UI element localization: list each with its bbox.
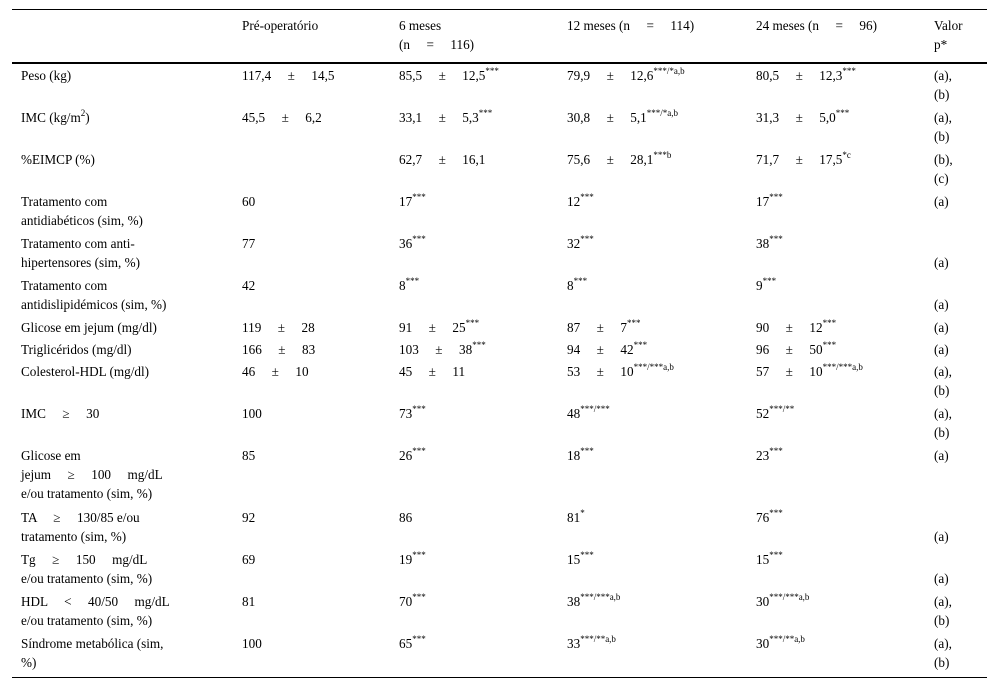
cell-6m [399, 192, 559, 211]
cell-12m-significance: ***/***a,b [580, 591, 621, 602]
row-label-line: %) [21, 655, 37, 670]
cell-24m-significance: *** [769, 445, 783, 456]
cell-24m-value: $30^{***/**a,b}$ [756, 633, 805, 651]
cell-pvalue [934, 362, 984, 400]
cell-pvalue [934, 276, 984, 314]
row-label [21, 340, 226, 359]
cell-pvalue-line [934, 276, 984, 295]
cell-pvalue-line [934, 234, 984, 253]
cell-24m-value: 57 ± $10^{***/***a,b}$ [756, 361, 863, 379]
row-label [21, 276, 226, 314]
cell-pvalue-line: (a), [934, 636, 952, 651]
cell-pvalue-line: (a) [934, 255, 949, 270]
cell-6m-value: 8*** [399, 275, 420, 293]
cell-24m [756, 66, 926, 85]
cell-24m-significance: *** [762, 275, 777, 286]
row-label-line: Glicose em jejum (mg/dl) [21, 320, 157, 335]
row-label [21, 362, 226, 381]
cell-preop-value: 77 [242, 236, 256, 251]
cell-24m-significance: ***/***a,b [822, 361, 863, 372]
cell-24m-significance: *** [769, 233, 783, 244]
cell-24m-significance: *** [835, 107, 850, 118]
cell-12m-significance: ***/**a,b [580, 633, 616, 644]
cell-6m [399, 340, 559, 359]
cell-24m [756, 318, 926, 337]
row-label-line: e/ou tratamento (sim, %) [21, 571, 153, 586]
cell-24m-significance: *** [822, 339, 837, 350]
cell-pvalue-line: (a) [934, 529, 949, 544]
cell-6m-significance: *** [412, 445, 426, 456]
cell-pvalue-line: (b) [934, 655, 950, 670]
cell-6m-value: 73*** [399, 403, 426, 421]
row-label-line: Peso (kg) [21, 68, 72, 83]
cell-pvalue [934, 234, 984, 272]
cell-6m-significance: *** [412, 233, 426, 244]
cell-24m [756, 340, 926, 359]
cell-12m-significance: *** [573, 275, 588, 286]
row-label-exponent: 2 [80, 107, 86, 118]
cell-12m-significance: ***b [653, 149, 672, 160]
cell-12m-value: 48***/*** [567, 403, 610, 421]
cell-12m [567, 340, 747, 359]
cell-6m-significance: *** [478, 107, 493, 118]
cell-24m [756, 508, 926, 527]
row-label [21, 318, 226, 337]
header-24m-text: 24 meses (n = 96) [756, 18, 877, 33]
cell-24m-significance: *c [842, 149, 851, 160]
cell-24m [756, 634, 926, 653]
row-label-line: Tratamento com [21, 194, 108, 209]
cell-pvalue-line: (a) [934, 297, 949, 312]
cell-6m-significance: *** [412, 191, 426, 202]
cell-24m-value: 38*** [756, 233, 783, 251]
row-label-line: e/ou tratamento (sim, %) [21, 486, 153, 501]
cell-6m-value: 36*** [399, 233, 426, 251]
cell-12m [567, 276, 747, 295]
row-label [21, 592, 226, 630]
header-6m [399, 16, 559, 54]
cell-12m-value: 32*** [567, 233, 594, 251]
cell-preop [242, 508, 387, 527]
cell-pvalue [934, 550, 984, 588]
cell-24m-value: $30^{***/***a,b}$ [756, 591, 810, 609]
cell-12m-significance: *** [580, 445, 594, 456]
row-label-line: TA ≥ 130/85 e/ou [21, 510, 140, 525]
cell-6m-significance: *** [472, 339, 486, 350]
cell-preop-value: 42 [242, 278, 256, 293]
row-label-line: tratamento (sim, %) [21, 529, 127, 544]
cell-6m-value: 103 ± 38*** [399, 339, 486, 357]
cell-pvalue [934, 634, 984, 672]
cell-6m-value: 65*** [399, 633, 426, 651]
row-label-line: HDL < 40/50 mg/dL [21, 594, 170, 609]
header-pvalue-line2: p* [934, 37, 948, 52]
cell-preop [242, 108, 387, 127]
cell-12m-significance: ***/*a,b [653, 65, 685, 76]
cell-24m-value: 80,5 ± 12,3*** [756, 65, 856, 83]
cell-pvalue [934, 446, 984, 465]
header-6m-line1: 6 meses [399, 18, 442, 33]
cell-pvalue [934, 318, 984, 337]
cell-preop [242, 340, 387, 359]
header-pvalue-line1: Valor [934, 18, 963, 33]
cell-preop-value: 60 [242, 194, 256, 209]
row-label-text: IMC $(kg/m^2)$ [21, 107, 90, 125]
cell-preop-value: 85 [242, 448, 256, 463]
cell-6m [399, 66, 559, 85]
cell-6m [399, 634, 559, 653]
cell-6m [399, 550, 559, 569]
row-label-line: hipertensores (sim, %) [21, 255, 141, 270]
cell-preop [242, 634, 387, 653]
cell-12m-significance: *** [580, 233, 594, 244]
cell-12m-significance: ***/*** [580, 403, 610, 414]
cell-6m [399, 150, 559, 169]
header-preop-text: Pré-operatório [242, 18, 319, 33]
row-label [21, 550, 226, 588]
cell-6m-value: 86 [399, 510, 413, 525]
cell-preop [242, 550, 387, 569]
cell-6m-value: 85,5 ± 12,5*** [399, 65, 499, 83]
cell-pvalue-line: (a), [934, 594, 952, 609]
row-label-line: Síndrome metabólica (sim, [21, 636, 164, 651]
cell-pvalue-line: (b) [934, 87, 950, 102]
cell-6m-value: 70*** [399, 591, 426, 609]
row-label-line: antidislipidémicos (sim, %) [21, 297, 167, 312]
cell-preop [242, 234, 387, 253]
cell-preop-value: 45,5 ± 6,2 [242, 110, 322, 125]
cell-6m-value: 91 ± 25*** [399, 317, 480, 335]
cell-12m-value: 94 ± 42*** [567, 339, 648, 357]
cell-pvalue [934, 340, 984, 359]
cell-12m [567, 592, 747, 611]
cell-24m-value: 52***/** [756, 403, 795, 421]
cell-pvalue-line: (b) [934, 425, 950, 440]
cell-pvalue [934, 150, 984, 188]
cell-24m-significance: *** [769, 549, 783, 560]
cell-24m-value: 76*** [756, 507, 783, 525]
cell-pvalue-line: (a) [934, 448, 949, 463]
cell-24m [756, 192, 926, 211]
cell-preop-value: 69 [242, 552, 256, 567]
cell-pvalue-line: (b) [934, 613, 950, 628]
cell-6m-significance: *** [412, 633, 426, 644]
cell-preop-value: 81 [242, 594, 256, 609]
cell-6m-significance: *** [412, 549, 426, 560]
cell-24m-value: 71,7 ± 17,5$^{*c}$ [756, 149, 851, 167]
cell-pvalue-line: (a) [934, 571, 949, 586]
cell-24m-significance: ***/** [769, 403, 795, 414]
cell-24m-value: 17*** [756, 191, 783, 209]
row-label [21, 634, 226, 672]
row-label [21, 404, 226, 423]
cell-24m-significance: *** [822, 317, 837, 328]
row-label-line: jejum ≥ 100 mg/dL [21, 467, 163, 482]
cell-12m-value: 75,6 ± 28,1$^{***b}$ [567, 149, 672, 167]
cell-12m-value: 12*** [567, 191, 594, 209]
cell-pvalue-line: (a), [934, 406, 952, 421]
cell-12m [567, 318, 747, 337]
row-label-line: Tg ≥ 150 mg/dL [21, 552, 148, 567]
cell-24m-value: 15*** [756, 549, 783, 567]
cell-24m [756, 362, 926, 381]
cell-6m [399, 362, 559, 381]
cell-12m [567, 634, 747, 653]
cell-24m-significance: ***/**a,b [769, 633, 805, 644]
cell-12m-significance: ***/***a,b [633, 361, 674, 372]
cell-pvalue [934, 108, 984, 146]
cell-12m-value: 8*** [567, 275, 588, 293]
cell-preop-value: 100 [242, 636, 262, 651]
cell-12m-value: 18*** [567, 445, 594, 463]
cell-12m-value: 87 ± 7*** [567, 317, 641, 335]
row-label-line: Triglicéridos (mg/dl) [21, 342, 132, 357]
cell-12m-value: 15*** [567, 549, 594, 567]
cell-pvalue [934, 404, 984, 442]
cell-12m-value: $38^{***/***a,b}$ [567, 591, 621, 609]
row-label-line: e/ou tratamento (sim, %) [21, 613, 153, 628]
top-rule [12, 9, 987, 10]
cell-12m-significance: ***/*a,b [646, 107, 679, 118]
header-12m-text: 12 meses (n = 114) [567, 18, 695, 33]
cell-pvalue [934, 592, 984, 630]
cell-pvalue-line [934, 550, 984, 569]
cell-6m [399, 318, 559, 337]
row-label-line: %EIMCP (%) [21, 152, 95, 167]
cell-preop [242, 276, 387, 295]
cell-pvalue [934, 508, 984, 546]
cell-preop [242, 192, 387, 211]
cell-24m-significance: *** [842, 65, 856, 76]
cell-24m [756, 276, 926, 295]
row-label [21, 150, 226, 169]
cell-preop-value: 166 ± 83 [242, 342, 316, 357]
row-label-line: Tratamento com anti- [21, 236, 135, 251]
row-label [21, 508, 226, 546]
cell-12m [567, 508, 747, 527]
cell-pvalue [934, 192, 984, 211]
row-label [21, 66, 226, 85]
cell-12m [567, 150, 747, 169]
row-label-line: Glicose em [21, 448, 81, 463]
cell-6m [399, 108, 559, 127]
cell-pvalue-line: (a) [934, 194, 949, 209]
cell-6m [399, 404, 559, 423]
row-label [21, 108, 226, 127]
cell-pvalue-line: (a) [934, 320, 949, 335]
cell-preop [242, 446, 387, 465]
cell-pvalue-line: (b) [934, 383, 950, 398]
cell-12m [567, 362, 747, 381]
cell-preop [242, 592, 387, 611]
cell-pvalue-line: (b) [934, 129, 950, 144]
cell-12m-significance: * [580, 507, 585, 518]
cell-pvalue-line [934, 508, 984, 527]
cell-6m-significance: *** [465, 317, 480, 328]
cell-24m-value: 9*** [756, 275, 777, 293]
header-12m [567, 16, 747, 35]
cell-6m-significance: *** [412, 591, 426, 602]
cell-24m [756, 446, 926, 465]
cell-pvalue-line: (b), [934, 152, 953, 167]
cell-preop [242, 362, 387, 381]
cell-24m [756, 108, 926, 127]
cell-preop-value: 100 [242, 406, 262, 421]
cell-preop [242, 404, 387, 423]
cell-12m [567, 404, 747, 423]
header-preop [242, 16, 387, 35]
cell-24m-value: 31,3 ± 5,0*** [756, 107, 850, 125]
cell-12m [567, 66, 747, 85]
cell-pvalue-line: (a) [934, 342, 949, 357]
cell-6m-significance: *** [412, 403, 426, 414]
cell-24m [756, 150, 926, 169]
cell-6m-value: 45 ± 11 [399, 364, 466, 379]
cell-pvalue-line: (a), [934, 68, 952, 83]
cell-6m-value: 33,1 ± 5,3*** [399, 107, 493, 125]
cell-12m [567, 446, 747, 465]
cell-24m-significance: *** [769, 191, 783, 202]
cell-12m [567, 550, 747, 569]
row-label [21, 234, 226, 272]
cell-12m [567, 192, 747, 211]
cell-preop-value: 119 ± 28 [242, 320, 315, 335]
header-6m-line2: (n = 116) [399, 37, 475, 52]
cell-preop-value: 117,4 ± 14,5 [242, 68, 335, 83]
cell-12m-significance: *** [580, 549, 594, 560]
cell-6m [399, 234, 559, 253]
cell-24m-value: 90 ± 12*** [756, 317, 837, 335]
header-rule [12, 62, 987, 64]
cell-6m-value: 62,7 ± 16,1 [399, 152, 486, 167]
cell-6m-significance: *** [485, 65, 499, 76]
cell-24m-value: 96 ± 50*** [756, 339, 837, 357]
cell-12m-value: 53 ± $10^{***/***a,b}$ [567, 361, 674, 379]
cell-24m [756, 550, 926, 569]
cell-pvalue [934, 66, 984, 104]
cell-12m-significance: *** [633, 339, 648, 350]
cell-pvalue-line: (a), [934, 364, 952, 379]
cell-6m [399, 592, 559, 611]
cell-24m-significance: *** [769, 507, 783, 518]
cell-24m-value: 23*** [756, 445, 783, 463]
row-label-line: antidiabéticos (sim, %) [21, 213, 143, 228]
row-label-line: Tratamento com [21, 278, 108, 293]
cell-6m [399, 276, 559, 295]
cell-24m-significance: ***/***a,b [769, 591, 810, 602]
cell-12m [567, 108, 747, 127]
row-label [21, 192, 226, 230]
header-24m [756, 16, 926, 35]
bottom-rule [12, 677, 987, 678]
cell-12m-value: $33^{***/**a,b}$ [567, 633, 616, 651]
cell-12m [567, 234, 747, 253]
cell-12m-significance: *** [627, 317, 641, 328]
cell-6m-value: 19*** [399, 549, 426, 567]
cell-24m [756, 404, 926, 423]
cell-12m-value: 30,8 ± $5,1^{***/*a,b}$ [567, 107, 679, 125]
row-label-line: Colesterol-HDL (mg/dl) [21, 364, 150, 379]
cell-preop [242, 318, 387, 337]
cell-6m [399, 446, 559, 465]
cell-preop-value: 46 ± 10 [242, 364, 309, 379]
cell-pvalue-line: (c) [934, 171, 949, 186]
header-pvalue [934, 16, 984, 54]
row-label-line: IMC ≥ 30 [21, 406, 100, 421]
row-label [21, 446, 226, 503]
cell-12m-value: 79,9 ± $12,6^{***/*a,b}$ [567, 65, 685, 83]
cell-6m-significance: *** [405, 275, 420, 286]
cell-preop [242, 66, 387, 85]
cell-preop-value: 92 [242, 510, 256, 525]
cell-6m [399, 508, 559, 527]
cell-6m-value: 17*** [399, 191, 426, 209]
cell-pvalue-line: (a), [934, 110, 952, 125]
cell-24m [756, 234, 926, 253]
cell-12m-significance: *** [580, 191, 594, 202]
cell-24m [756, 592, 926, 611]
cell-12m-value: 81* [567, 507, 585, 525]
cell-6m-value: 26*** [399, 445, 426, 463]
